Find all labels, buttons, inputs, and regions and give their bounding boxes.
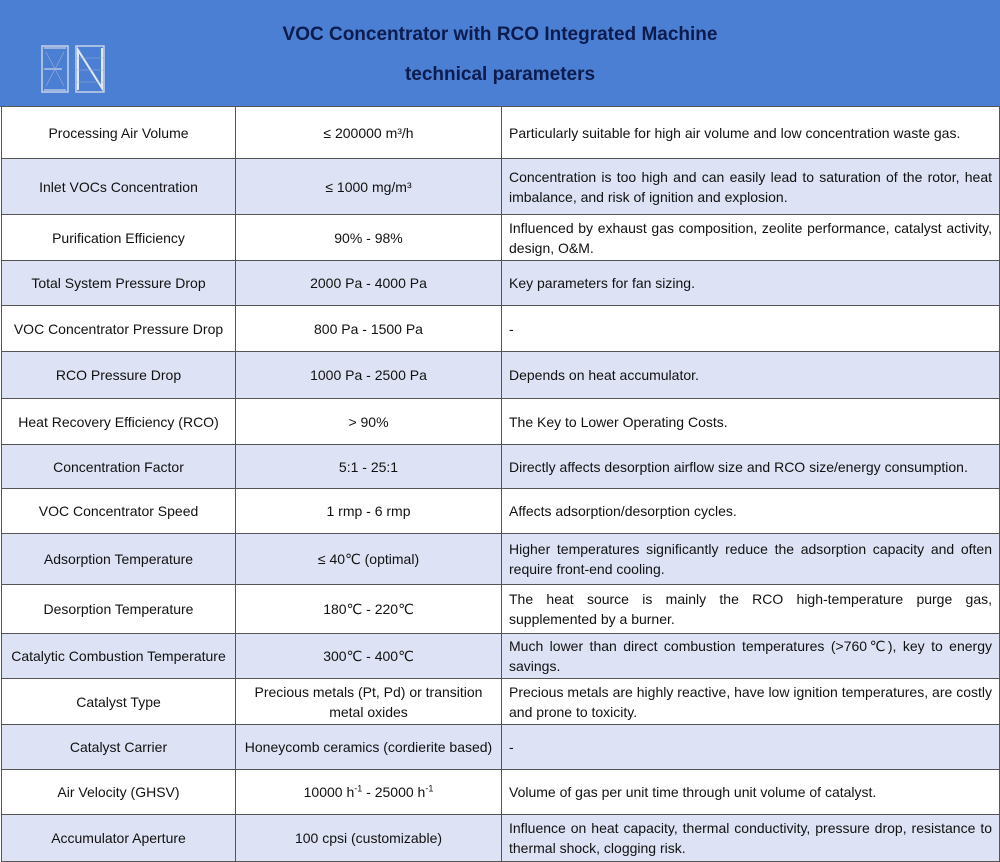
- parameter-name: Concentration Factor: [2, 445, 236, 489]
- parameter-value: ≤ 1000 mg/m³: [236, 159, 502, 215]
- table-row: [2, 815, 1000, 862]
- value-part: -1: [354, 783, 363, 794]
- parameter-note: Much lower than direct combustion temperatures (>760℃), key to energy savings.: [502, 634, 1000, 679]
- parameter-value: 1 rmp - 6 rmp: [236, 489, 502, 534]
- table-row: [2, 261, 1000, 306]
- parameter-name: VOC Concentrator Pressure Drop: [2, 306, 236, 352]
- parameter-name: Adsorption Temperature: [2, 534, 236, 585]
- parameter-value: 800 Pa - 1500 Pa: [236, 306, 502, 352]
- parameter-name: Processing Air Volume: [2, 107, 236, 159]
- parameter-value: 5:1 - 25:1: [236, 445, 502, 489]
- table-row: [2, 159, 1000, 215]
- page-title: VOC Concentrator with RCO Integrated Machine: [282, 24, 718, 45]
- parameter-note: Precious metals are highly reactive, have low ignition temperatures, are costly and prone to toxicity.: [502, 679, 1000, 725]
- parameter-name: Heat Recovery Efficiency (RCO): [2, 399, 236, 445]
- table-row: [2, 679, 1000, 725]
- table-row: [2, 399, 1000, 445]
- table-row: [2, 585, 1000, 634]
- parameters-table: [1, 106, 1000, 862]
- table-row: [2, 107, 1000, 159]
- parameter-note: Influence on heat capacity, thermal conductivity, pressure drop, resistance to thermal shock, clogging risk.: [502, 815, 1000, 862]
- table-row: [2, 306, 1000, 352]
- parameter-value: 300℃ - 400℃: [236, 634, 502, 679]
- parameter-value: 2000 Pa - 4000 Pa: [236, 261, 502, 306]
- parameter-value: ≤ 40℃ (optimal): [236, 534, 502, 585]
- parameter-value: 180℃ - 220℃: [236, 585, 502, 634]
- table-row: [2, 634, 1000, 679]
- header-banner: [0, 0, 1000, 107]
- parameter-name: RCO Pressure Drop: [2, 352, 236, 399]
- parameter-value: > 90%: [236, 399, 502, 445]
- table-row: [2, 725, 1000, 770]
- parameter-value: 90% - 98%: [236, 215, 502, 261]
- parameter-note: Depends on heat accumulator.: [502, 352, 1000, 399]
- table-row: [2, 445, 1000, 489]
- parameter-name: Catalyst Type: [2, 679, 236, 725]
- value-part: 10000 h: [303, 784, 355, 800]
- parameter-value: 1000 Pa - 2500 Pa: [236, 352, 502, 399]
- table-row: [2, 770, 1000, 815]
- table-row: [2, 352, 1000, 399]
- parameter-note: Key parameters for fan sizing.: [502, 261, 1000, 306]
- parameter-note: Volume of gas per unit time through unit volume of catalyst.: [502, 770, 1000, 815]
- parameter-note: Higher temperatures significantly reduce the adsorption capacity and often require front-end cooling.: [502, 534, 1000, 585]
- table-row: [2, 215, 1000, 261]
- parameter-name: Catalytic Combustion Temperature: [2, 634, 236, 679]
- parameter-value: ≤ 200000 m³/h: [236, 107, 502, 159]
- parameter-value: [236, 770, 502, 815]
- parameter-name: Purification Efficiency: [2, 215, 236, 261]
- parameter-note: Influenced by exhaust gas composition, zeolite performance, catalyst activity, design, O&M.: [502, 215, 1000, 261]
- table-row: [2, 489, 1000, 534]
- value-part: -1: [425, 783, 434, 794]
- parameter-note: The Key to Lower Operating Costs.: [502, 399, 1000, 445]
- parameter-name: Desorption Temperature: [2, 585, 236, 634]
- page-subtitle: technical parameters: [404, 64, 596, 85]
- parameter-note: Directly affects desorption airflow size and RCO size/energy consumption.: [502, 445, 1000, 489]
- parameter-name: VOC Concentrator Speed: [2, 489, 236, 534]
- parameter-name: Inlet VOCs Concentration: [2, 159, 236, 215]
- parameter-note: Particularly suitable for high air volume and low concentration waste gas.: [502, 107, 1000, 159]
- parameter-note: Concentration is too high and can easily lead to saturation of the rotor, heat imbalance, and risk of ignition and explosion.: [502, 159, 1000, 215]
- value-part: - 25000 h: [362, 784, 426, 800]
- parameter-name: Total System Pressure Drop: [2, 261, 236, 306]
- parameter-note: -: [502, 306, 1000, 352]
- parameter-name: Catalyst Carrier: [2, 725, 236, 770]
- parameter-note: Affects adsorption/desorption cycles.: [502, 489, 1000, 534]
- parameter-name: Air Velocity (GHSV): [2, 770, 236, 815]
- parameter-value: Precious metals (Pt, Pd) or transition metal oxides: [236, 679, 502, 725]
- parameter-note: -: [502, 725, 1000, 770]
- parameter-value: 100 cpsi (customizable): [236, 815, 502, 862]
- parameter-value: Honeycomb ceramics (cordierite based): [236, 725, 502, 770]
- parameter-note: The heat source is mainly the RCO high-temperature purge gas, supplemented by a burner.: [502, 585, 1000, 634]
- table-row: [2, 534, 1000, 585]
- parameter-name: Accumulator Aperture: [2, 815, 236, 862]
